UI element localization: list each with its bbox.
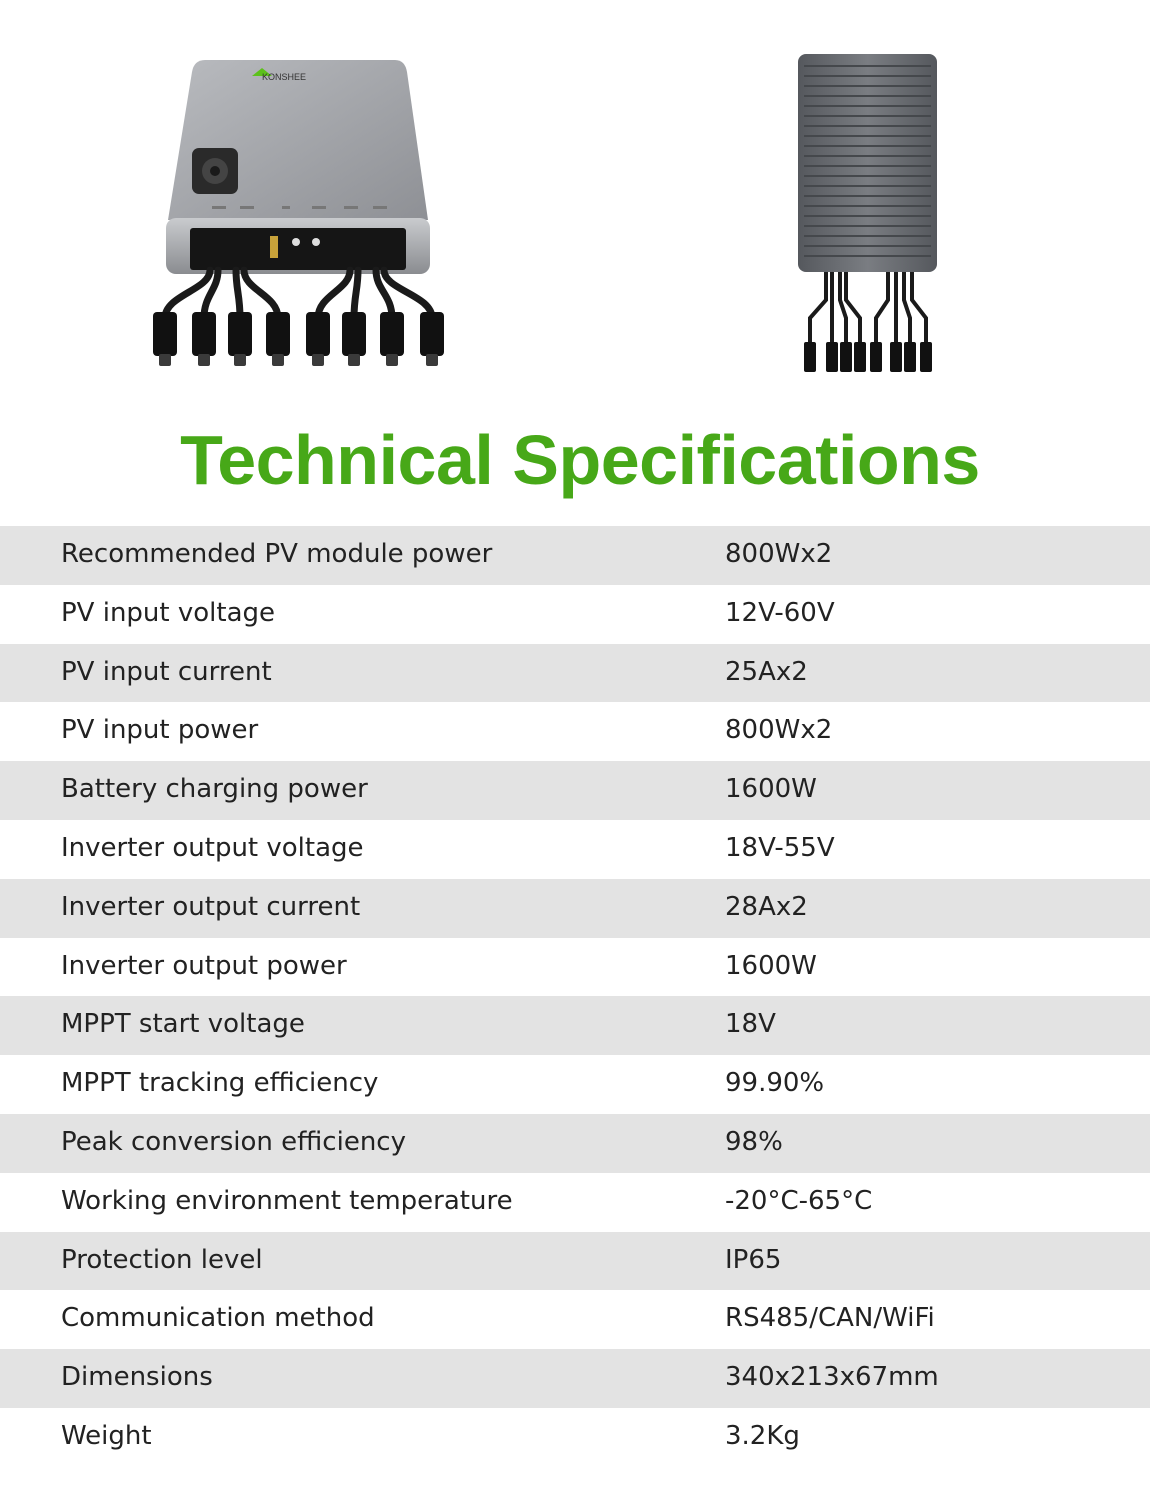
spec-label: MPPT start voltage (61, 1009, 305, 1040)
spec-label: Working environment temperature (61, 1185, 513, 1216)
spec-label: Recommended PV module power (61, 539, 493, 569)
spec-row (0, 761, 1150, 820)
spec-label: Inverter output power (61, 950, 347, 981)
spec-row (0, 585, 1150, 644)
spec-value: 340x213x67mm (725, 1362, 939, 1393)
spec-label: Protection level (61, 1244, 263, 1275)
spec-label: Weight (61, 1420, 152, 1451)
spec-row (0, 996, 1150, 1055)
spec-row (0, 820, 1150, 879)
product-images (0, 0, 1150, 400)
spec-label: Dimensions (61, 1362, 213, 1393)
spec-row (0, 1408, 1150, 1467)
spec-label: MPPT tracking efficiency (61, 1068, 379, 1099)
spec-label: Peak conversion efficiency (61, 1126, 406, 1157)
spec-row (0, 1349, 1150, 1408)
spec-row (0, 526, 1150, 585)
spec-row (0, 1173, 1150, 1232)
spec-label: Inverter output voltage (61, 832, 364, 863)
inverter-front-image (153, 60, 444, 366)
spec-value: 800Wx2 (725, 539, 833, 569)
spec-row (0, 1055, 1150, 1114)
page-title: Technical Specifications (180, 421, 980, 499)
logo-text: KONSHEE (262, 72, 307, 82)
spec-value: 98% (725, 1126, 783, 1157)
spec-label: Communication method (61, 1303, 375, 1334)
spec-value: 800Wx2 (725, 715, 833, 746)
spec-row (0, 1232, 1150, 1291)
spec-value: 3.2Kg (725, 1420, 800, 1451)
spec-row (0, 938, 1150, 997)
spec-value: 28Ax2 (725, 891, 808, 922)
spec-value: 99.90% (725, 1068, 825, 1099)
spec-label: PV input power (61, 715, 259, 746)
spec-label: PV input current (61, 656, 272, 687)
spec-label: Battery charging power (61, 774, 368, 805)
spec-value: 1600W (725, 950, 817, 981)
spec-value: 1600W (725, 774, 817, 805)
inverter-back-image (798, 54, 937, 372)
spec-label: Inverter output current (61, 891, 361, 922)
spec-row (0, 1290, 1150, 1349)
spec-value: 25Ax2 (725, 656, 808, 687)
spec-value: 18V (725, 1009, 776, 1040)
spec-row (0, 879, 1150, 938)
spec-value: 12V-60V (725, 597, 835, 628)
spec-value: IP65 (725, 1244, 782, 1275)
spec-row (0, 1114, 1150, 1173)
spec-label: PV input voltage (61, 597, 276, 628)
spec-value: -20°C-65°C (725, 1185, 873, 1216)
spec-row (0, 702, 1150, 761)
spec-row (0, 644, 1150, 703)
spec-value: RS485/CAN/WiFi (725, 1303, 935, 1334)
spec-value: 18V-55V (725, 832, 835, 863)
spec-table (0, 526, 1150, 1467)
